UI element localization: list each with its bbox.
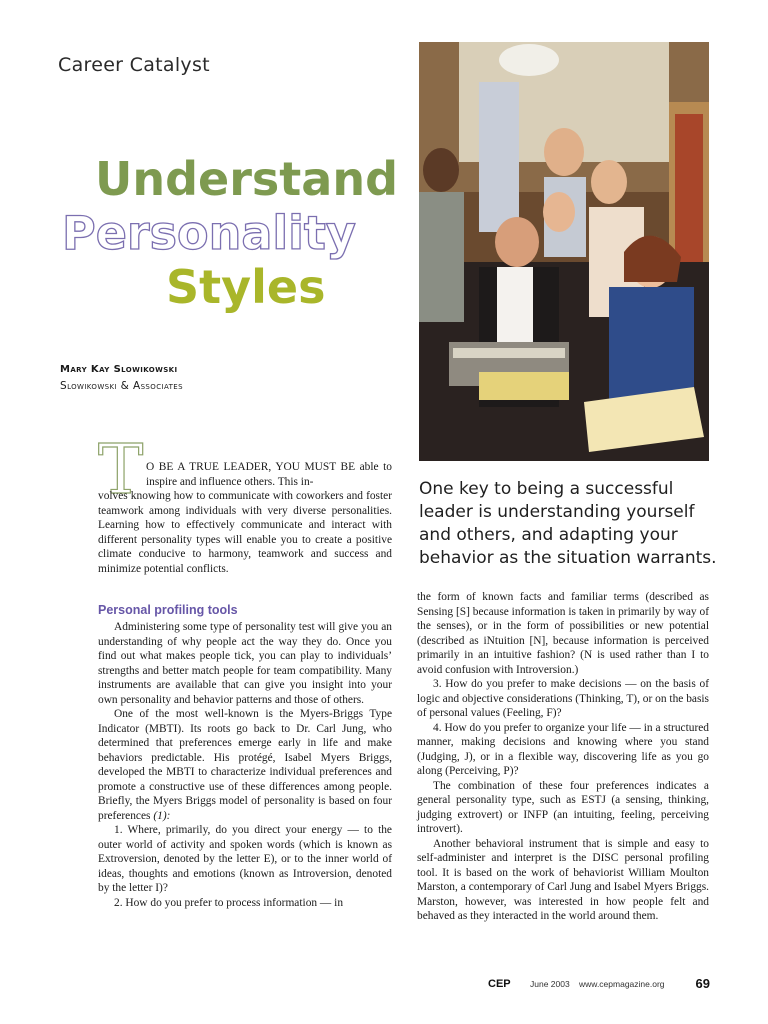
title-line-personality: Personality <box>62 206 356 260</box>
footer-magazine: CEP <box>488 978 511 990</box>
title-line-styles: Styles <box>166 260 326 314</box>
intro-first-line: O BE A TRUE LEADER, YOU MUST BE able to inspire and influence others. This in- <box>146 461 392 488</box>
page-footer <box>488 977 710 991</box>
drop-cap: T <box>98 431 144 510</box>
footer-url: www.cepmagazine.org <box>579 979 665 989</box>
body-paragraph: Another behavioral instrument that is simple and easy to self-administer and interpret is the DISC personal profiling tool. It is based on the work of behaviorist William Moulton Marston, a contemporary of Carl Jung and Isabel Myers Briggs. Marston, however, was interested in how people felt and behaved as they interacted in the world around them. <box>417 837 709 922</box>
body-column-right <box>417 590 709 924</box>
footer-date: June 2003 <box>530 979 570 989</box>
body-paragraph: Administering some type of personality test will give you an understanding of why people act the way they do. Once you find out what makes people tick, you can play to individuals’ strengths and better match people for team compatibility. Many instruments are available that can give you insight into your own personality and behavior patterns and those of others. <box>98 621 392 706</box>
intro-continuation <box>98 489 392 576</box>
group-photo <box>419 42 709 461</box>
pull-quote: One key to being a successful leader is understanding yourself and others, and adapting your behavior as the situation warrants. <box>419 479 717 568</box>
body-column-left <box>98 620 392 910</box>
title-line-understand: Understand <box>95 152 398 206</box>
body-paragraph: The combination of these four preferences indicates a general personality type, such as ESTJ (a sensing, thinking, judging extrovert) or INFP (an intuiting, feeling, perceiving introvert). <box>417 779 709 835</box>
body-paragraph: 2. How do you prefer to process information — in <box>114 896 344 909</box>
body-paragraph: 4. How do you prefer to organize your life — in a structured manner, making decisions and knowing where you stand (Judging, J), or in a flexible way, discovering life as you go along (Perceiving, P)? <box>417 721 709 777</box>
intro-paragraph: volves knowing how to communicate with coworkers and foster teamwork among individuals with very diverse personalities. Learning how to effectively communicate and interact with different personality types will enable you to create a positive climate conducive to harmony, teamwork and success and minimize potential conflicts. <box>98 490 392 575</box>
body-paragraph: 3. How do you prefer to make decisions — on the basis of logic and objective considerations (Thinking, T), or on the basis of personal values (Feeling, F)? <box>417 678 709 719</box>
section-heading: Personal profiling tools <box>98 603 238 617</box>
intro-first-lines <box>98 460 392 489</box>
body-paragraph: the form of known facts and familiar terms (described as Sensing [S] because information is taken in primarily by way of the senses), or in the form of possibilities or new potential (described as iNtuition [N], because information is perceived primarily in an intuitive fashion? (N is used rather than I to avoid confusion with Introversion.) <box>417 591 709 676</box>
body-paragraph: 1. Where, primarily, do you direct your energy — to the outer world of activity and spoken words (which is known as Extroversion, denoted by the letter E), or to the inner world of ideas, thoughts and emotions (known as Introversion, denoted by the letter I)? <box>98 824 392 894</box>
author-affiliation: Slowikowski & Associates <box>60 380 183 392</box>
reference-marker: (1): <box>153 809 171 822</box>
body-text: One of the most well-known is the Myers-Briggs Type Indicator (MBTI). Its roots go back to Dr. Carl Jung, who determined that preferences emerge early in life and make behaviors predictable. His protégé, Isabel Myers Briggs, developed the MBTI to characterize individual preferences and promote a constructive use of these differences among people. Briefly, the Myers Briggs model of personality is based on four preferences <box>98 708 392 822</box>
page-number: 69 <box>695 976 710 991</box>
author-name: Mary Kay Slowikowski <box>60 364 178 375</box>
body-paragraph <box>98 707 392 823</box>
section-label: Career Catalyst <box>58 54 210 76</box>
